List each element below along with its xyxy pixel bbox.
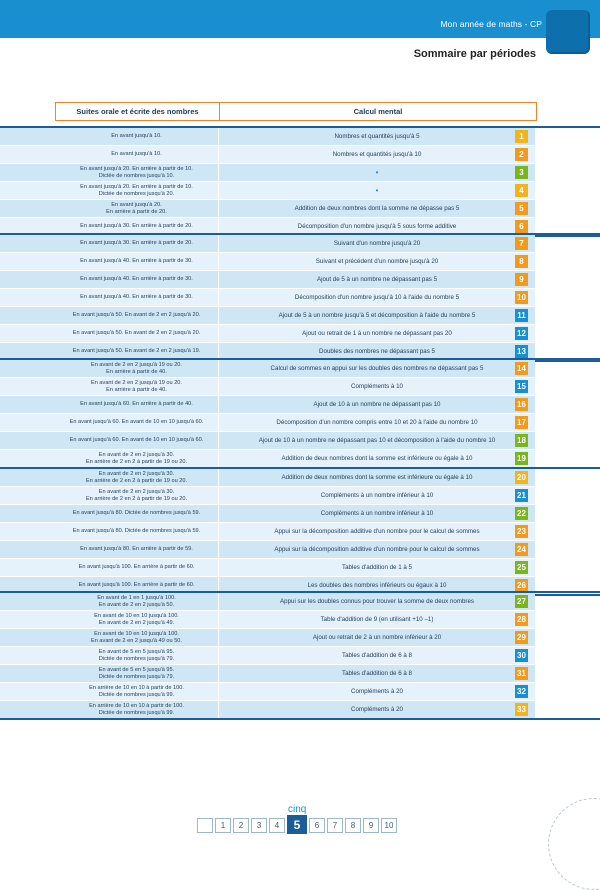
row-margin: [0, 146, 55, 163]
row-margin: [0, 128, 55, 145]
pager-page-9[interactable]: 9: [363, 818, 379, 833]
lesson-number-badge[interactable]: 22: [515, 507, 528, 520]
table-row: [0, 164, 600, 182]
sequence-cell: En avant jusqu'à 60. En arrière à partir de 40.: [55, 396, 219, 413]
mental-calc-cell: Appui sur la décomposition additive d'un nombre pour le calcul de sommes: [219, 541, 535, 558]
sequence-cell: En avant jusqu'à 50. En avant de 2 en 2 jusqu'à 20.: [55, 307, 219, 324]
lesson-number-badge[interactable]: 24: [515, 543, 528, 556]
book-title: Mon année de maths - CP: [440, 19, 542, 29]
mental-calc-cell: [219, 182, 535, 199]
row-margin: [0, 235, 55, 252]
page-number-word: cinq: [288, 804, 307, 815]
mental-calc-cell: Ajout de 10 à un nombre ne dépassant pas 10 et décomposition à l'aide du nombre 10: [219, 432, 535, 449]
table-row: [0, 253, 600, 271]
pager-page-7[interactable]: 7: [327, 818, 343, 833]
lesson-number-badge[interactable]: 18: [515, 434, 528, 447]
row-margin: [0, 289, 55, 306]
lesson-number-badge[interactable]: 13: [515, 345, 528, 358]
sequence-cell: En avant jusqu'à 20. En arrière à partir de 20.: [55, 200, 219, 217]
bullet-mark: •: [375, 168, 379, 177]
mental-calc-cell: Ajout de 5 à un nombre jusqu'à 5 et décomposition à l'aide du nombre 5: [219, 307, 535, 324]
lesson-number-badge[interactable]: 15: [515, 380, 528, 393]
row-margin: [0, 593, 55, 610]
pager-page-5[interactable]: 5: [287, 815, 307, 834]
table-row: [0, 396, 600, 414]
corner-tab: [546, 10, 590, 54]
sequence-cell: En avant de 10 en 10 jusqu'à 100. En avant de 2 en 2 jusqu'à 49.: [55, 611, 219, 628]
lesson-number-badge[interactable]: 27: [515, 595, 528, 608]
sequence-cell: En avant jusqu'à 30. En arrière à partir de 20.: [55, 218, 219, 235]
sequence-cell: En avant de 5 en 5 jusqu'à 95. Dictée de nombres jusqu'à 79.: [55, 665, 219, 682]
lesson-number-badge[interactable]: 33: [515, 703, 528, 716]
pager-page-6[interactable]: 6: [309, 818, 325, 833]
period-5: [0, 591, 600, 720]
mental-calc-cell: Doubles des nombres ne dépassant pas 5: [219, 343, 535, 360]
row-margin: [0, 307, 55, 324]
sequence-cell: En avant jusqu'à 30. En arrière à partir de 20.: [55, 235, 219, 252]
lesson-number-badge[interactable]: 19: [515, 452, 528, 465]
table-row: [0, 128, 600, 146]
mental-calc-cell: Appui sur les doubles connus pour trouver la somme de deux nombres: [219, 593, 535, 610]
lesson-number-badge[interactable]: 10: [515, 291, 528, 304]
table-row: [0, 701, 600, 718]
pager-page-8[interactable]: 8: [345, 818, 361, 833]
table-row: [0, 182, 600, 200]
lesson-number-badge[interactable]: 3: [515, 166, 528, 179]
row-margin: [0, 182, 55, 199]
table-row: [0, 523, 600, 541]
row-margin: [0, 325, 55, 342]
mental-calc-cell: Compléments à un nombre inférieur à 10: [219, 505, 535, 522]
row-margin: [0, 611, 55, 628]
pager-page-10[interactable]: 10: [381, 818, 397, 833]
decorative-arc: [548, 798, 600, 890]
table-row: [0, 200, 600, 218]
sequence-cell: En avant jusqu'à 60. En avant de 10 en 10 jusqu'à 60.: [55, 414, 219, 431]
lesson-number-badge[interactable]: 32: [515, 685, 528, 698]
mental-calc-cell: Nombres et quantités jusqu'à 5: [219, 128, 535, 145]
mental-calc-cell: Ajout ou retrait de 2 à un nombre inférieur à 20: [219, 629, 535, 646]
table-row: [0, 271, 600, 289]
lesson-number-badge[interactable]: 30: [515, 649, 528, 662]
lesson-number-badge[interactable]: 26: [515, 579, 528, 592]
mental-calc-cell: Décomposition d'un nombre jusqu'à 10 à l'aide du nombre 5: [219, 289, 535, 306]
row-margin: [0, 414, 55, 431]
mental-calc-cell: Nombres et quantités jusqu'à 10: [219, 146, 535, 163]
sequence-cell: En avant de 2 en 2 jusqu'à 30. En arrière de 2 en 2 à partir de 19 ou 20.: [55, 469, 219, 486]
sequence-cell: En avant jusqu'à 20. En arrière à partir de 10. Dictée de nombres jusqu'à 10.: [55, 164, 219, 181]
lesson-number-badge[interactable]: 14: [515, 362, 528, 375]
table-row: [0, 541, 600, 559]
mental-calc-cell: Calcul de sommes en appui sur les doubles des nombres ne dépassant pas 5: [219, 360, 535, 377]
page-title: Sommaire par périodes: [413, 48, 536, 60]
lesson-number-badge[interactable]: 28: [515, 613, 528, 626]
lesson-number-badge[interactable]: 11: [515, 309, 528, 322]
row-margin: [0, 396, 55, 413]
lesson-number-badge[interactable]: 16: [515, 398, 528, 411]
top-banner: [0, 0, 600, 38]
table-row: [0, 665, 600, 683]
mental-calc-cell: Addition de deux nombres dont la somme est inférieure ou égale à 10: [219, 450, 535, 467]
bullet-mark: •: [375, 186, 379, 195]
sequence-cell: En avant jusqu'à 10.: [55, 128, 219, 145]
period-3: [0, 358, 600, 469]
sequence-cell: En avant jusqu'à 40. En arrière à partir de 30.: [55, 271, 219, 288]
mental-calc-cell: Décomposition d'un nombre compris entre 10 et 20 à l'aide du nombre 10: [219, 414, 535, 431]
table-row: [0, 414, 600, 432]
sequence-cell: En avant jusqu'à 100. En arrière à partir de 60.: [55, 559, 219, 576]
mental-calc-cell: Addition de deux nombres dont la somme est inférieure ou égale à 10: [219, 469, 535, 486]
row-margin: [0, 432, 55, 449]
mental-calc-cell: Ajout de 5 à un nombre ne dépassant pas 5: [219, 271, 535, 288]
mental-calc-cell: Décomposition d'un nombre jusqu'à 5 sous forme additive: [219, 218, 535, 235]
row-margin: [0, 450, 55, 467]
sequence-cell: En avant de 5 en 5 jusqu'à 95. Dictée de nombres jusqu'à 79.: [55, 647, 219, 664]
lesson-number-badge[interactable]: 20: [515, 471, 528, 484]
sequence-cell: En avant jusqu'à 50. En avant de 2 en 2 jusqu'à 19.: [55, 343, 219, 360]
table-row: [0, 289, 600, 307]
row-margin: [0, 701, 55, 718]
period-4: [0, 467, 600, 596]
mental-calc-cell: Addition de deux nombres dont la somme ne dépasse pas 5: [219, 200, 535, 217]
sequence-cell: En arrière de 10 en 10 à partir de 100. Dictée de nombres jusqu'à 99.: [55, 701, 219, 718]
column-headers: [55, 102, 537, 121]
column-header-right: Calcul mental: [353, 107, 403, 116]
row-margin: [0, 469, 55, 486]
sequence-cell: En avant jusqu'à 80. Dictée de nombres jusqu'à 59.: [55, 523, 219, 540]
mental-calc-cell: Table d'addition de 9 (en utilisant +10 –1): [219, 611, 535, 628]
table-row: [0, 450, 600, 467]
pager-page-3[interactable]: 3: [251, 818, 267, 833]
column-header-left: Suites orale et écrite des nombres: [56, 103, 220, 120]
mental-calc-cell: Compléments à 10: [219, 378, 535, 395]
page-navigation: [197, 818, 397, 835]
table-row: [0, 593, 600, 611]
lesson-number-badge[interactable]: 29: [515, 631, 528, 644]
sequence-cell: En avant jusqu'à 20. En arrière à partir de 10. Dictée de nombres jusqu'à 20.: [55, 182, 219, 199]
mental-calc-cell: Tables d'addition de 6 à 8: [219, 665, 535, 682]
row-margin: [0, 253, 55, 270]
row-margin: [0, 647, 55, 664]
lesson-number-badge[interactable]: 1: [515, 130, 528, 143]
row-margin: [0, 629, 55, 646]
row-margin: [0, 683, 55, 700]
row-margin: [0, 200, 55, 217]
sequence-cell: En avant jusqu'à 80. Dictée de nombres jusqu'à 59.: [55, 505, 219, 522]
table-row: [0, 325, 600, 343]
table-row: [0, 146, 600, 164]
sequence-cell: En avant de 2 en 2 jusqu'à 19 ou 20. En arrière à partir de 40.: [55, 360, 219, 377]
row-margin: [0, 523, 55, 540]
row-margin: [0, 665, 55, 682]
lesson-number-badge[interactable]: 25: [515, 561, 528, 574]
mental-calc-cell: [219, 164, 535, 181]
lesson-number-badge[interactable]: 4: [515, 184, 528, 197]
lesson-number-badge[interactable]: 9: [515, 273, 528, 286]
mental-calc-cell: Suivant et précédent d'un nombre jusqu'à 20: [219, 253, 535, 270]
sequence-cell: En avant de 2 en 2 jusqu'à 30. En arrière de 2 en 2 à partir de 19 ou 20.: [55, 487, 219, 504]
lesson-number-badge[interactable]: 6: [515, 220, 528, 233]
lesson-number-badge[interactable]: 8: [515, 255, 528, 268]
table-row: [0, 611, 600, 629]
sequence-cell: En avant jusqu'à 100. En arrière à partir de 60.: [55, 577, 219, 594]
mental-calc-cell: Compléments à 20: [219, 683, 535, 700]
row-margin: [0, 164, 55, 181]
lesson-number-badge[interactable]: 5: [515, 202, 528, 215]
pager-page-2[interactable]: 2: [233, 818, 249, 833]
table-row: [0, 487, 600, 505]
pager-page-4[interactable]: 4: [269, 818, 285, 833]
table-row: [0, 683, 600, 701]
lesson-number-badge[interactable]: 7: [515, 237, 528, 250]
sequence-cell: En avant de 1 en 1 jusqu'à 100. En avant de 2 en 2 jusqu'à 50.: [55, 593, 219, 610]
mental-calc-cell: Compléments à 20: [219, 701, 535, 718]
mental-calc-cell: Ajout ou retrait de 1 à un nombre ne dépassant pas 20: [219, 325, 535, 342]
table-row: [0, 559, 600, 577]
row-margin: [0, 360, 55, 377]
row-margin: [0, 487, 55, 504]
table-row: [0, 505, 600, 523]
row-margin: [0, 559, 55, 576]
mental-calc-cell: Les doubles des nombres inférieurs ou égaux à 10: [219, 577, 535, 594]
sequence-cell: En avant jusqu'à 50. En avant de 2 en 2 jusqu'à 20.: [55, 325, 219, 342]
sequence-cell: En avant de 2 en 2 jusqu'à 19 ou 20. En arrière à partir de 40.: [55, 378, 219, 395]
mental-calc-cell: Ajout de 10 à un nombre ne dépassant pas 10: [219, 396, 535, 413]
table-row: [0, 307, 600, 325]
lesson-number-badge[interactable]: 2: [515, 148, 528, 161]
sequence-cell: En avant jusqu'à 60. En avant de 10 en 10 jusqu'à 60.: [55, 432, 219, 449]
mental-calc-cell: Compléments à un nombre inférieur à 10: [219, 487, 535, 504]
table-row: [0, 469, 600, 487]
row-margin: [0, 378, 55, 395]
table-row: [0, 432, 600, 450]
sequence-cell: En avant jusqu'à 40. En arrière à partir de 30.: [55, 253, 219, 270]
mental-calc-cell: Appui sur la décomposition additive d'un nombre pour le calcul de sommes: [219, 523, 535, 540]
pager-blank: [197, 818, 213, 833]
mental-calc-cell: Tables d'addition de 6 à 8: [219, 647, 535, 664]
period-1: [0, 126, 600, 237]
sequence-cell: En arrière de 10 en 10 à partir de 100. Dictée de nombres jusqu'à 99.: [55, 683, 219, 700]
row-margin: [0, 271, 55, 288]
sequence-cell: En avant jusqu'à 40. En arrière à partir de 30.: [55, 289, 219, 306]
table-row: [0, 235, 600, 253]
mental-calc-cell: Suivant d'un nombre jusqu'à 20: [219, 235, 535, 252]
sequence-cell: En avant de 10 en 10 jusqu'à 100. En avant de 2 en 2 jusqu'à 49 ou 50.: [55, 629, 219, 646]
table-row: [0, 378, 600, 396]
lesson-number-badge[interactable]: 12: [515, 327, 528, 340]
lesson-number-badge[interactable]: 17: [515, 416, 528, 429]
lesson-number-badge[interactable]: 21: [515, 489, 528, 502]
lesson-number-badge[interactable]: 31: [515, 667, 528, 680]
mental-calc-cell: Tables d'addition de 1 à 5: [219, 559, 535, 576]
table-row: [0, 629, 600, 647]
sequence-cell: En avant de 2 en 2 jusqu'à 30. En arrière de 2 en 2 à partir de 19 ou 20.: [55, 450, 219, 467]
table-row: [0, 360, 600, 378]
sequence-cell: En avant jusqu'à 10.: [55, 146, 219, 163]
row-margin: [0, 505, 55, 522]
table-row: [0, 647, 600, 665]
period-2: [0, 233, 600, 362]
row-margin: [0, 541, 55, 558]
pager-page-1[interactable]: 1: [215, 818, 231, 833]
sequence-cell: En avant jusqu'à 80. En arrière à partir de 59.: [55, 541, 219, 558]
lesson-number-badge[interactable]: 23: [515, 525, 528, 538]
